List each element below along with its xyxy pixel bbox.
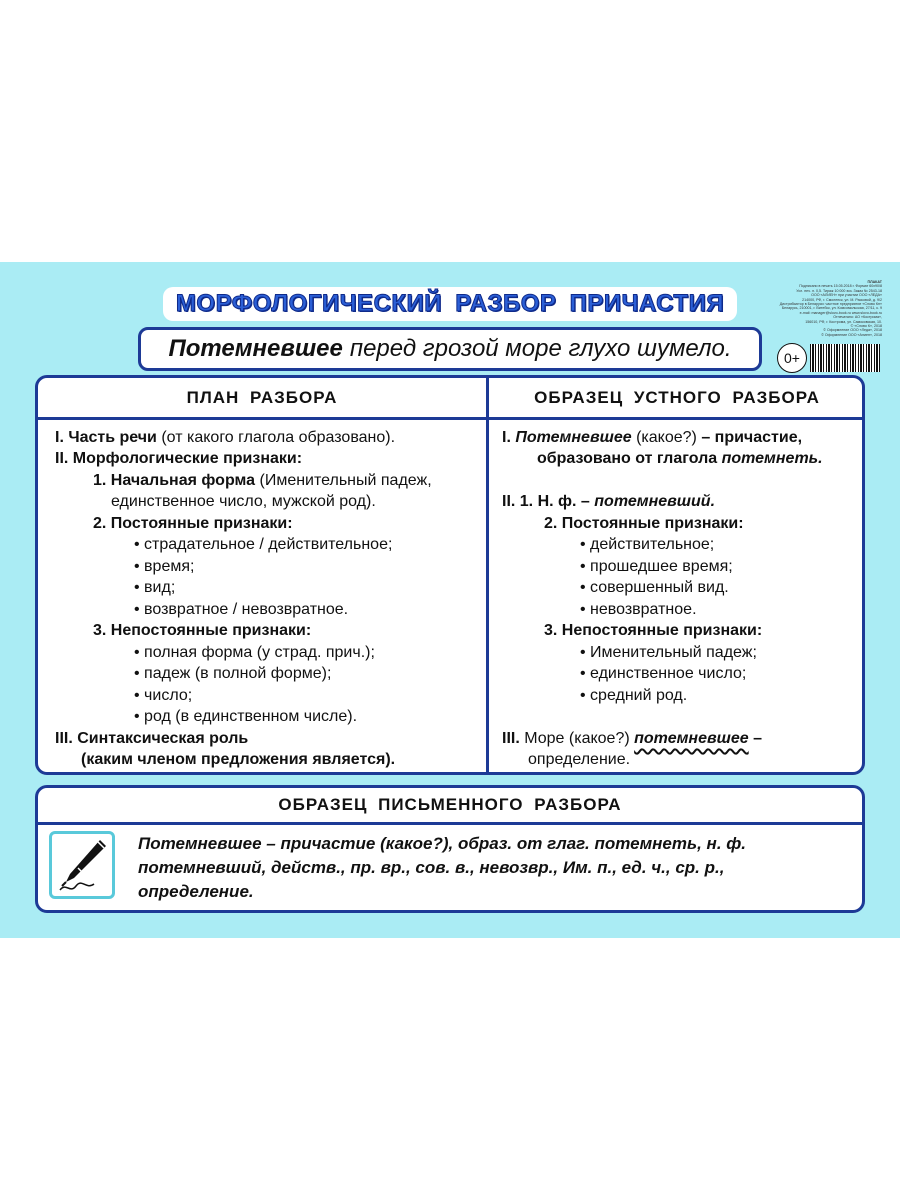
poster: [0, 262, 900, 938]
title-plate: [163, 287, 737, 321]
written-line: определение.: [138, 882, 254, 901]
header-divider: [38, 417, 862, 420]
plan-line-bold: I. Часть речи: [55, 429, 157, 446]
imprint-line: 214000, РФ, г. Смоленск, ул. М. Расковой, д. 9/2: [802, 297, 882, 302]
oral-question: (какое?): [636, 429, 697, 446]
oral-line-rest: – причастие,: [701, 429, 803, 446]
oral-line-text: II. 1. Н. ф. –: [502, 493, 590, 510]
pen-icon-graphic: [52, 834, 112, 896]
plan-line-rest: (Именительный падеж,: [259, 472, 432, 489]
barcode-icon: [810, 344, 880, 372]
plan-line-bold: 1. Начальная форма: [93, 472, 256, 489]
plan-bullet: • род (в единственном числе).: [134, 708, 358, 725]
oral-line-text: Море (какое?): [524, 730, 630, 747]
pen-icon: [49, 831, 115, 899]
plan-line: II. Морфологические признаки:: [55, 450, 303, 467]
written-sample-box: [35, 785, 865, 913]
oral-key-word: потемневший.: [594, 493, 716, 510]
oral-heading: ОБРАЗЕЦ УСТНОГО РАЗБОРА: [534, 387, 820, 407]
imprint-line: ПЛАКАТ: [867, 280, 882, 284]
oral-bullet: • действительное;: [580, 536, 715, 553]
oral-dash: –: [753, 730, 763, 747]
imprint-line: 156010, РФ, г. Кострома, ул. Самоковская, 10.: [805, 319, 882, 324]
column-divider: [486, 378, 489, 772]
plan-line: [55, 428, 395, 448]
plan-bullet: • страдательное / действительное;: [134, 536, 393, 553]
written-header-divider: [38, 822, 862, 825]
oral-key-word: потемнеть.: [721, 450, 823, 467]
oral-numeral: I.: [502, 429, 511, 446]
example-sentence: [138, 327, 762, 371]
plan-bullet: • падеж (в полной форме);: [134, 665, 332, 682]
imprint-line: Подписано в печать 15.05.2018 г. Формат 60х90/8: [799, 284, 882, 289]
plan-bullet: • время;: [134, 558, 195, 575]
plan-bullet: • возвратное / невозвратное.: [134, 601, 349, 618]
oral-key-word: Потемневшее: [515, 429, 632, 446]
plan-bullet: • вид;: [134, 579, 176, 596]
imprint-line: © «Слово К», 2018: [850, 324, 882, 329]
plan-line: единственное число, мужской род).: [111, 493, 376, 510]
oral-bullet: • совершенный вид.: [580, 579, 729, 596]
oral-line: [502, 492, 715, 512]
sentence-key-word: Потемневшее: [168, 335, 343, 362]
plan-bullet: • полная форма (у страд. прич.);: [134, 644, 375, 661]
oral-line: [502, 729, 762, 749]
written-line: потемневший, действ., пр. вр., сов. в., невозвр., Им. п., ед. ч., ср. р.,: [138, 858, 725, 877]
oral-bullet: • невозвратное.: [580, 601, 697, 618]
oral-bullet: • Именительный падеж;: [580, 644, 757, 661]
plan-heading: ПЛАН РАЗБОРА: [186, 387, 338, 407]
imprint-line: Усл. печ. л. 0,5. Тираж 10 000 экз. Заказ № 2543-18: [796, 288, 882, 293]
plan-line: (каким членом предложения является).: [81, 751, 396, 768]
analysis-table: [35, 375, 865, 775]
plan-line: 3. Непостоянные признаки:: [93, 622, 312, 639]
imprint-line: Отпечатано: АО «Кострома»,: [833, 315, 882, 320]
oral-line: [502, 428, 802, 448]
imprint-block: [760, 280, 882, 340]
oral-bullet: • единственное число;: [580, 665, 747, 682]
written-heading: ОБРАЗЕЦ ПИСЬМЕННОГО РАЗБОРА: [278, 795, 622, 814]
oral-line: [537, 449, 823, 469]
oral-line: 2. Постоянные признаки:: [544, 515, 744, 532]
written-sample-text: [138, 832, 848, 904]
plan-line: 2. Постоянные признаки:: [93, 515, 293, 532]
age-rating-badge: 0+: [777, 343, 807, 373]
oral-line: определение.: [528, 751, 631, 768]
imprint-line: © Оформление ООО «Алиен», 2018: [821, 332, 882, 337]
oral-line-text: образовано от глагола: [537, 450, 718, 467]
oral-bullet: • прошедшее время;: [580, 558, 733, 575]
imprint-line: ООО «АЛИЕН» при участии ООО «ЛЕДА»: [811, 293, 882, 298]
imprint-line: © Оформление ООО «Леда», 2018: [823, 328, 882, 333]
oral-key-word: потемневшее: [634, 730, 749, 747]
written-line: Потемневшее – причастие (какое?), образ. от глаг. потемнеть, н. ф.: [138, 834, 747, 853]
imprint-line: Беларусь, 210001, г. Витебск, ул. Комсомольская, 27/11, к. 9: [781, 306, 882, 311]
oral-bullet: • средний род.: [580, 687, 688, 704]
plan-bullet: • число;: [134, 687, 193, 704]
sentence-rest: перед грозой море глухо шумело.: [349, 335, 732, 362]
imprint-line: e-mail: manager@slovo-book.ru www.slovo-book.ru: [799, 310, 882, 315]
plan-line: III. Синтаксическая роль: [55, 730, 249, 747]
oral-numeral: III.: [502, 730, 520, 747]
imprint-line: Дистрибьютор в Беларуси: частное предприятие «Слово Кн»: [779, 302, 882, 307]
plan-line-rest: (от какого глагола образовано).: [161, 429, 396, 446]
oral-line: 3. Непостоянные признаки:: [544, 622, 763, 639]
plan-line: [93, 471, 432, 491]
poster-title: МОРФОЛОГИЧЕСКИЙ РАЗБОР ПРИЧАСТИЯ: [175, 290, 725, 317]
